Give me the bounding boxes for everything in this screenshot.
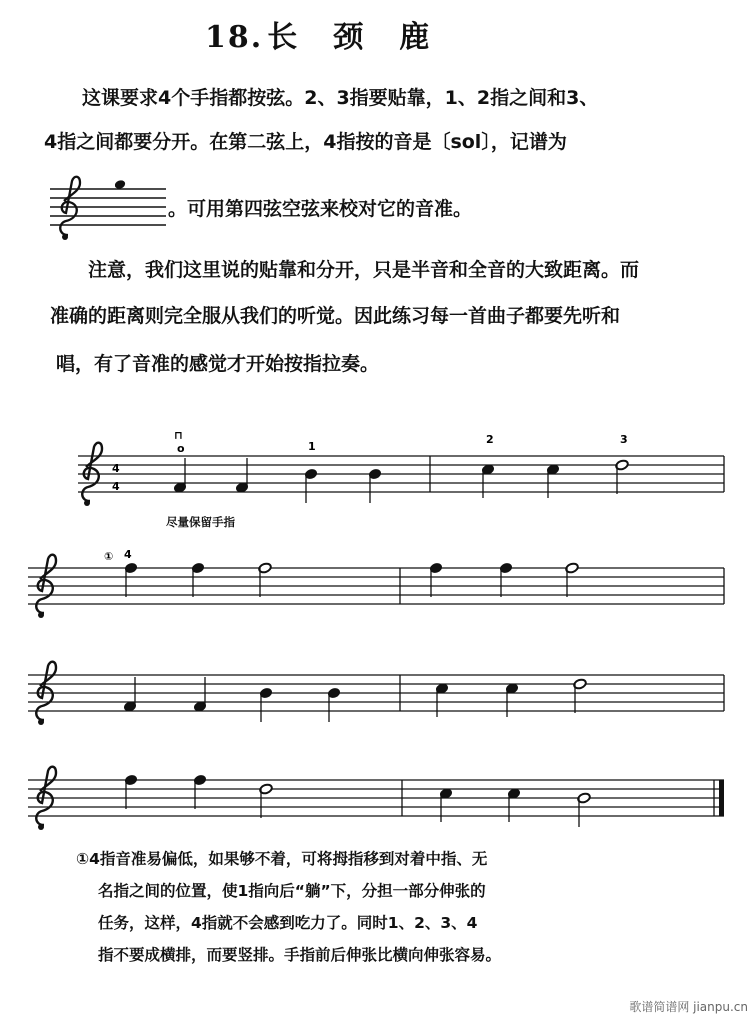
intro-line-2: 4指之间都要分开。在第二弦上，4指按的音是〔sol〕，记谱为 [44, 131, 567, 153]
footnote-line-4: 指不要成横排，而要竖排。手指前后伸张比横向伸张容易。 [98, 946, 502, 964]
title-char-2: 颈 [333, 20, 366, 55]
fingering-1: 1 [308, 440, 316, 453]
note-line-2: 准确的距离则完全服从我们的听觉。因此练习每一首曲子都要先听和 [50, 305, 621, 327]
footnote-line-3: 任务，这样，4指就不会感到吃力了。同时1、2、3、4 [98, 914, 478, 932]
title-char-3: 鹿 [399, 20, 432, 55]
time-sig-bottom: 4 [112, 480, 120, 493]
down-bow-mark: ⊓ [174, 429, 183, 442]
performance-note: 尽量保留手指 [166, 515, 235, 529]
fingering-3: 3 [620, 433, 628, 446]
footnote-ref-mark: ① [104, 550, 114, 563]
time-sig-top: 4 [112, 462, 120, 475]
staff-2 [28, 548, 724, 618]
note-line-1: 注意，我们这里说的贴靠和分开，只是半音和全音的大致距离。而 [88, 259, 640, 281]
staff-1 [78, 429, 724, 506]
lesson-number: 18. [205, 20, 264, 55]
final-barline [719, 780, 724, 816]
note-line-3: 唱，有了音准的感觉才开始按指拉奏。 [56, 353, 380, 375]
staff-3 [28, 662, 724, 725]
fingering-4: 4 [124, 548, 132, 561]
footnote-line-1: ①4指音准易偏低，如果够不着，可将拇指移到对着中指、无 [76, 850, 488, 868]
site-watermark[interactable]: 歌谱简谱网 jianpu.cn [629, 1000, 748, 1014]
open-string-mark: o [177, 442, 185, 455]
title-char-1: 长 [267, 20, 300, 55]
fingering-2: 2 [486, 433, 494, 446]
footnote-line-2: 名指之间的位置，使1指向后“躺”下，分担一部分伸张的 [98, 882, 486, 900]
intro-line-3: 。可用第四弦空弦来校对它的音准。 [168, 198, 473, 220]
intro-line-1: 这课要求4个手指都按弦。2、3指要贴靠，1、2指之间和3、 [82, 87, 599, 109]
staff-4 [28, 767, 724, 830]
